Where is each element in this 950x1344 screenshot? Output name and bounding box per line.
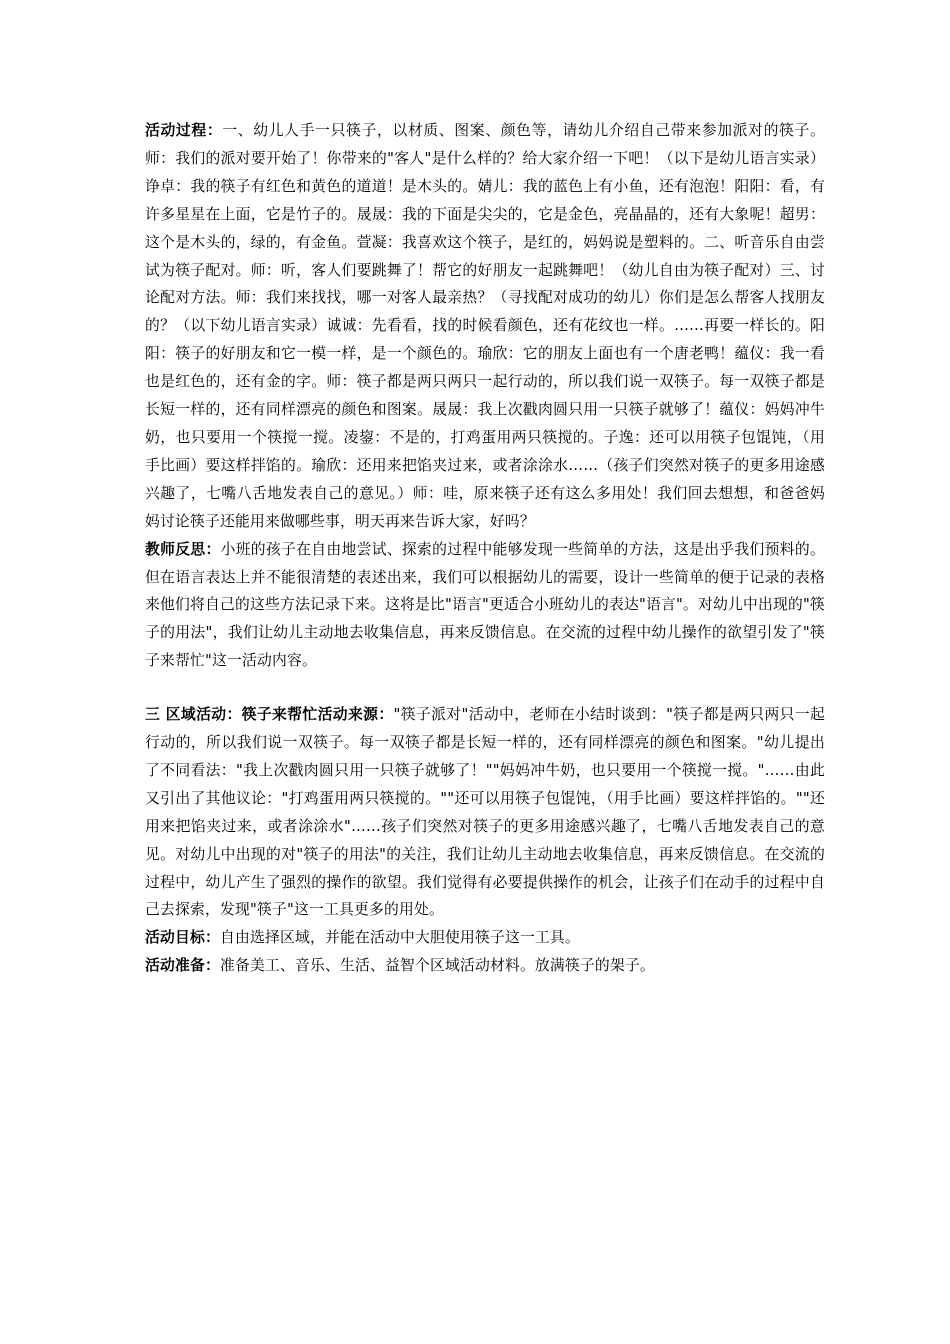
area-activity-text: "筷子派对"活动中，老师在小结时谈到："筷子都是两只两只一起行动的，所以我们说一双筷子。每一双筷子都是长短一样的，还有同样漂亮的颜色和图案。"幼儿提出了不同看法："我上次戳肉圆只用一只筷子就够了！""妈妈冲牛奶，也只要用一个筷搅一搅。"……由此又引出了其他议论："打鸡蛋用两只筷搅的。""还可以用筷子包馄饨，（用手比画）要这样拌馅的。""还用来把馅夹过来，或者涂涂水"……孩子们突然对筷子的更多用途感兴趣了，七嘴八舌地发表自己的意见。对幼儿中出现的对"筷子的用法"的关注，我们让幼儿主动地去收集信息，再来反馈信息。在交流的过程中，幼儿产生了强烈的操作的欲望。我们觉得有必要提供操作的机会，让孩子们在动手的过程中自己去探索，发现"筷子"这一工具更多的用处。 [145, 706, 825, 919]
activity-process-paragraph [145, 117, 825, 536]
activity-process-label: 活动过程： [145, 122, 223, 139]
teacher-reflection-label: 教师反思： [145, 540, 221, 558]
teacher-reflection-text: 小班的孩子在自由地尝试、探索的过程中能够发现一些简单的方法，这是出乎我们预料的。但在语言表达上并不能很清楚的表述出来，我们可以根据幼儿的需要，设计一些简单的便于记录的表格来他们将自己的这些方法记录下来。这将是比"语言"更适合小班幼儿的表达"语言"。对幼儿中出现的"筷子的用法"，我们让幼儿主动地去收集信息，再来反馈信息。在交流的过程中幼儿操作的欲望引发了"筷子来帮忙"这一活动内容。 [145, 540, 825, 670]
area-activity-label: 三 区域活动：筷子来帮忙活动来源： [145, 706, 394, 724]
area-activity-paragraph [145, 701, 825, 924]
activity-preparation-paragraph [145, 952, 825, 980]
activity-preparation-label: 活动准备： [145, 957, 220, 975]
teacher-reflection-paragraph [145, 536, 825, 676]
activity-preparation-text: 准备美工、音乐、生活、益智个区域活动材料。放满筷子的架子。 [220, 957, 655, 975]
activity-goal-label: 活动目标： [145, 929, 220, 947]
activity-goal-paragraph [145, 924, 825, 952]
document-page [145, 117, 825, 980]
activity-goal-text: 自由选择区域，并能在活动中大胆使用筷子这一工具。 [220, 929, 580, 947]
activity-process-text: 一、幼儿人手一只筷子，以材质、图案、颜色等，请幼儿介绍自己带来参加派对的筷子。师：我们的派对要开始了！你带来的"客人"是什么样的？给大家介绍一下吧！（以下是幼儿语言实录）诤卓：我的筷子有红色和黄色的道道！是木头的。婧儿：我的蓝色上有小鱼，还有泡泡！阳阳：看，有许多星星在上面，它是竹子的。晟晟：我的下面是尖尖的，它是金色，亮晶晶的，还有大象呢！超男：这个是木头的，绿的，有金鱼。萱凝：我喜欢这个筷子，是红的，妈妈说是塑料的。二、听音乐自由尝试为筷子配对。师：听，客人们要跳舞了！帮它的好朋友一起跳舞吧！（幼儿自由为筷子配对）三、讨论配对方法。师：我们来找找，哪一对客人最亲热？（寻找配对成功的幼儿）你们是怎么帮客人找朋友的？（以下幼儿语言实录）诚诚：先看看，找的时候看颜色，还有花纹也一样。……再要一样长的。阳阳：筷子的好朋友和它一模一样，是一个颜色的。瑜欣：它的朋友上面也有一个唐老鸭！蕴仪：我一看也是红色的，还有金的字。师：筷子都是两只两只一起行动的，所以我们说一双筷子。每一双筷子都是长短一样的，还有同样漂亮的颜色和图案。晟晟：我上次戳肉圆只用一只筷子就够了！蕴仪：妈妈冲牛奶，也只要用一个筷搅一搅。凌鋆：不是的，打鸡蛋用两只筷搅的。子逸：还可以用筷子包馄饨，（用手比画）要这样拌馅的。瑜欣：还用来把馅夹过来，或者涂涂水……（孩子们突然对筷子的更多用途感兴趣了，七嘴八舌地发表自己的意见。）师：哇，原来筷子还有这么多用处！我们回去想想，和爸爸妈妈讨论筷子还能用来做哪些事，明天再来告诉大家，好吗？ [145, 122, 825, 530]
